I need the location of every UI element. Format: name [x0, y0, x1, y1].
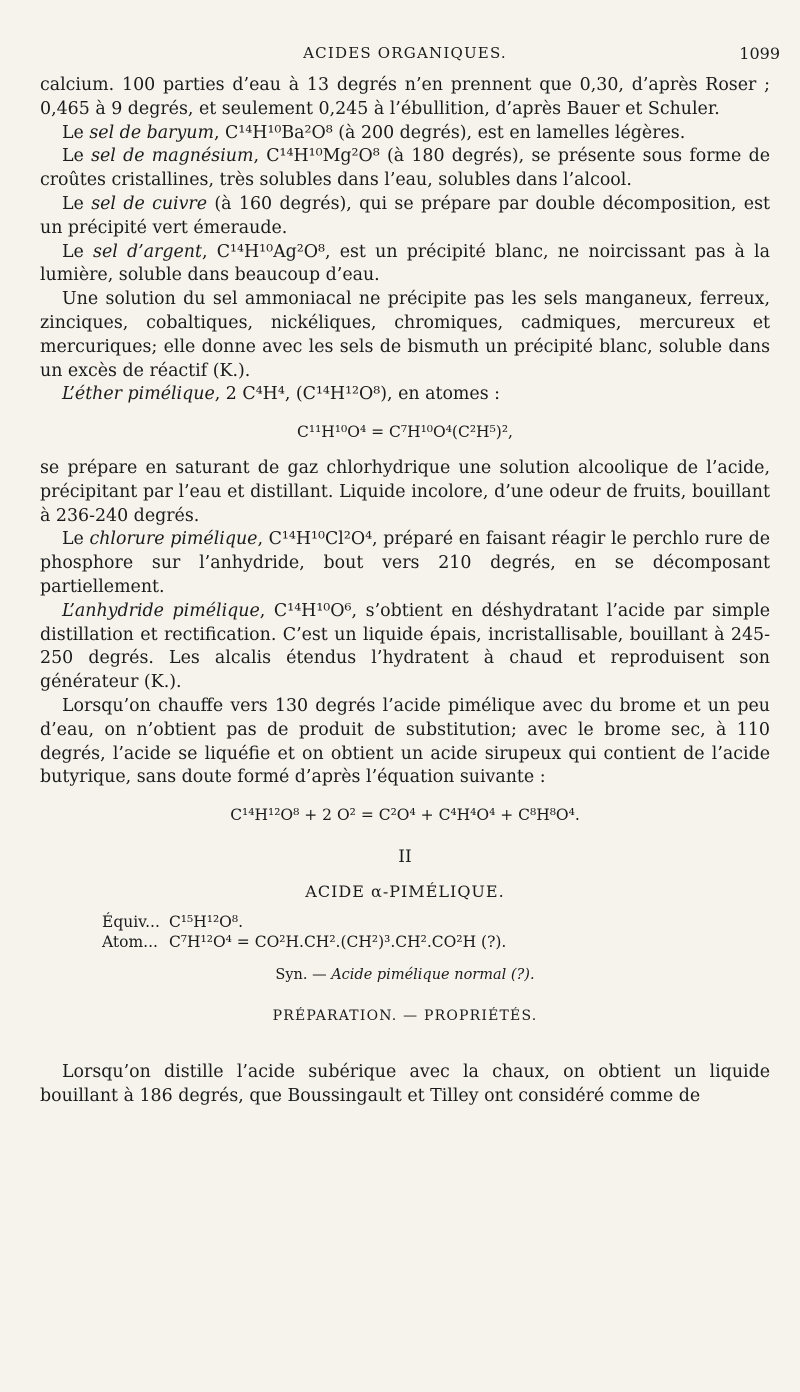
term-pimelic-chloride: chlorure pimélique [89, 529, 258, 550]
formula-ether: C¹¹H¹⁰O⁴ = C⁷H¹⁰O⁴(C²H⁵)², [297, 423, 513, 442]
term-pimelic-ether: L’éther pimélique [62, 384, 215, 405]
running-header [40, 44, 780, 70]
text-body [40, 74, 770, 1109]
paragraph-rest: , C¹⁴H¹⁰Ag²O⁸, est un précipité blanc, ne noircissant pas à la lumière, soluble dans beaucoup d’eau. [40, 241, 770, 286]
paragraph-magnesium [40, 145, 770, 193]
equivalent-formula [102, 912, 770, 932]
term-pimelic-anhydride: L’anhydride pimélique [62, 600, 260, 621]
atom-value: C⁷H¹²O⁴ = CO²H.CH².(CH²)³.CH².CO²H (?). [168, 932, 507, 951]
term-silver-salt: sel d’argent [93, 241, 202, 262]
section-number: II [398, 846, 412, 867]
paragraph-intro: Le [62, 193, 92, 214]
paragraph-ether-preparation: se prépare en saturant de gaz chlorhydrique une solution alcoolique de l’acide, précipitant par l’eau et distillant. Liquide incolore, d’une odeur de fruits, bouillant à 236-240 degrés. [40, 457, 770, 526]
paragraph-intro: Le [62, 241, 94, 262]
paragraph-bromine: Lorsqu’on chauffe vers 130 degrés l’acide pimélique avec du brome et un peu d’eau, on n’obtient pas de produit de substitution; avec le brome sec, à 110 degrés, l’acide se liquéfie et on obtient un acide sirupeux qui contient de l’acide butyrique, sans doute formé d’après l’équation suivante : [40, 695, 770, 788]
paragraph-rest: , C¹⁴H¹⁰Ba²O⁸ (à 200 degrés), est en lamelles légères. [213, 122, 686, 143]
paragraph-chloride [40, 528, 770, 599]
paragraph-ammonia-solution: Une solution du sel ammoniacal ne précipite pas les sels manganeux, ferreux, zinciques, cobaltiques, nickéliques, chromiques, cadmiques, mercureux et mercuriques; elle donne avec les sels de bismuth un précipité blanc, soluble dans un excès de réactif (K.). [40, 289, 770, 381]
term-barium-salt: sel de baryum [89, 122, 214, 143]
paragraph-calcium: calcium. 100 parties d’eau à 13 degrés n’en prennent que 0,30, d’après Roser ; 0,465 à 9 degrés, et seulement 0,245 à l’ébullition, d’après Bauer et Schuler. [40, 75, 770, 119]
paragraph-rest: , C¹⁴H¹⁰Cl²O⁴, préparé en faisant réagir le perchlo rure de phosphore sur l’anhydride, bout vers 210 degrés, en se décomposant partiellement. [40, 529, 770, 597]
preparation-heading: PRÉPARATION. — PROPRIÉTÉS. [272, 1008, 538, 1025]
header-title: ACIDES ORGANIQUES. [303, 44, 507, 62]
synonym-line [40, 964, 770, 988]
formula-equation: C¹⁴H¹²O⁸ + 2 O² = C²O⁴ + C⁴H⁴O⁴ + C⁸H⁸O⁴. [230, 806, 580, 825]
paragraph-anhydride [40, 600, 770, 695]
paragraph-rest: , C¹⁴H¹⁰Mg²O⁸ (à 180 degrés), se présente sous forme de croûtes cristallines, très solubles dans l’eau, solubles dans l’alcool. [40, 146, 771, 191]
paragraph-intro: Le [62, 529, 90, 550]
paragraph-ether [40, 383, 770, 407]
paragraph-copper [40, 193, 770, 241]
paragraph-rest: , 2 C⁴H⁴, (C¹⁴H¹²O⁸), en atomes : [214, 384, 501, 405]
paragraph-barium [40, 122, 770, 146]
atom-label: Atom... [102, 932, 158, 951]
paragraph-suberic: Lorsqu’on distille l’acide subérique avec la chaux, on obtient un liquide bouillant à 186 degrés, que Boussingault et Tilley ont considéré comme de [40, 1062, 770, 1106]
term-magnesium-salt: sel de magnésium [91, 146, 254, 167]
term-copper-salt: sel de cuivre [91, 193, 208, 214]
atomic-formula [102, 932, 770, 952]
syn-label: Syn. — [275, 966, 327, 983]
page-number: 1099 [739, 44, 780, 63]
paragraph-intro: Le [62, 146, 92, 167]
section-title: ACIDE α-PIMÉLIQUE. [305, 881, 505, 901]
paragraph-rest: (à 160 degrés), qui se prépare par double décomposition, est un précipité vert émeraude. [40, 193, 771, 238]
paragraph-rest: , C¹⁴H¹⁰O⁶, s’obtient en déshydratant l’acide par simple distillation et rectification. C’est un liquide épais, incristallisable, bouillant à 245-250 degrés. Les alcalis étendus l’hydratent à chaud et reproduisent son générateur (K.). [40, 600, 770, 693]
equiv-label: Équiv... [102, 912, 160, 931]
paragraph-silver [40, 241, 770, 289]
paragraph-intro: Le [62, 122, 90, 143]
syn-value: Acide pimélique normal (?). [331, 966, 535, 983]
equiv-value: C¹⁵H¹²O⁸. [168, 912, 244, 931]
